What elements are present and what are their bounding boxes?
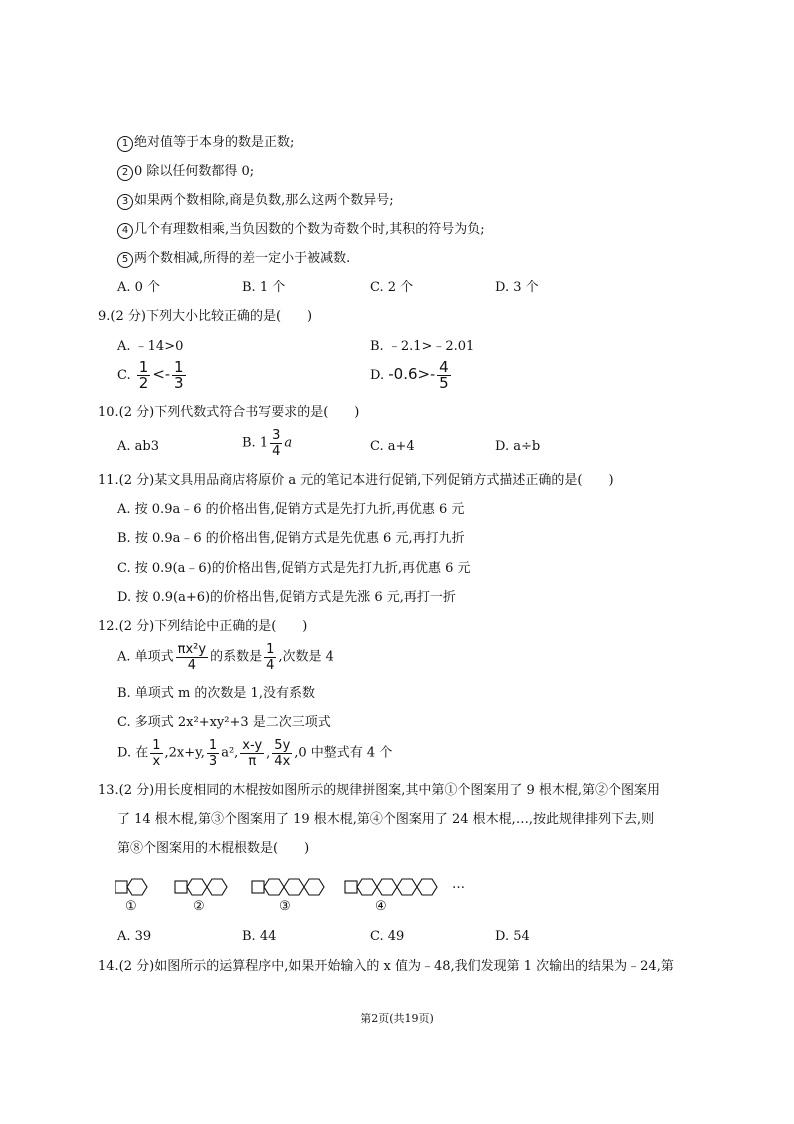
q12-stem: 12.(2 分)下列结论中正确的是( ) bbox=[98, 619, 308, 634]
pattern-4-shape bbox=[345, 879, 437, 895]
q13-option-a: A. 39 bbox=[117, 929, 152, 944]
circled-number: 4 bbox=[117, 223, 133, 239]
q8-option-d: D. 3 个 bbox=[495, 280, 539, 295]
q9-stem: 9.(2 分)下列大小比较正确的是( ) bbox=[98, 309, 313, 324]
q10-stem: 10.(2 分)下列代数式符合书写要求的是( ) bbox=[98, 405, 360, 420]
figure-label-3: ③ bbox=[279, 899, 291, 914]
q8-option-b: B. 1 个 bbox=[242, 280, 286, 295]
q9-option-c: C. $\frac{1}{2}$ <- $\frac{1}{3}$ bbox=[117, 358, 184, 392]
q13-line-2: 了 14 根木棍,第③个图案用了 19 根木棍,第④个图案用了 24 根木棍,…,按此规律排列下去,则 bbox=[117, 812, 655, 827]
circled-number: 5 bbox=[117, 252, 133, 268]
circled-number: 3 bbox=[117, 194, 133, 210]
q10-option-c: C. a+4 bbox=[370, 439, 415, 454]
q9-option-b: B. ﹣2.1>﹣2.01 bbox=[370, 339, 475, 354]
page-footer: 第2页(共19页) bbox=[360, 1012, 434, 1025]
stick-pattern-figure bbox=[115, 872, 475, 902]
figure-label-1: ① bbox=[125, 899, 137, 914]
pattern-2-shape bbox=[175, 879, 227, 895]
q11-option-b: B. 按 0.9a﹣6 的价格出售,促销方式是先优惠 6 元,再打九折 bbox=[117, 531, 465, 546]
figure-label-2: ② bbox=[193, 899, 205, 914]
q12-option-c: C. 多项式 2x²+xy²+3 是二次三项式 bbox=[117, 715, 331, 730]
q13-option-d: D. 54 bbox=[495, 929, 530, 944]
q12-option-a: A. 单项式 $\frac{\text{πx²y}}{4}$ 的系数是 $\frac{1}{4}$ ,次数是 4 bbox=[117, 642, 334, 673]
pattern-3-shape bbox=[252, 879, 324, 895]
q11-stem: 11.(2 分)某文具用品商店将原价 a 元的笔记本进行促销,下列促销方式描述正确的是( ) bbox=[98, 473, 614, 488]
figure-ellipsis: … bbox=[452, 877, 465, 892]
q13-line-1: 13.(2 分)用长度相同的木棍按如图所示的规律拼图案,其中第①个图案用了 9 根木棍,第②个图案用 bbox=[98, 783, 661, 798]
circled-number: 2 bbox=[117, 165, 133, 181]
q8-statement-2: 2 0 除以任何数都得 0; bbox=[117, 163, 254, 181]
q13-option-c: C. 49 bbox=[370, 929, 405, 944]
pattern-1-shape bbox=[115, 879, 147, 895]
circled-number: 1 bbox=[117, 136, 133, 152]
q8-statement-5: 5 两个数相减,所得的差一定小于被减数. bbox=[117, 250, 350, 268]
q13-option-b: B. 44 bbox=[242, 929, 277, 944]
q14-stem: 14.(2 分)如图所示的运算程序中,如果开始输入的 x 值为﹣48,我们发现第 1 次输出的结果为﹣24,第 bbox=[98, 959, 674, 974]
q12-option-d: D. 在 $\frac{1}{x}$ ,2x+y, $\frac{1}{3}$ a², $\frac{x-y}{\pi}$ , $\frac{5y}{4x}$ ,0 中整式有 4 个 bbox=[117, 738, 393, 769]
q8-option-a: A. 0 个 bbox=[117, 280, 161, 295]
q9-option-d: D. -0.6>- $\frac{4}{5}$ bbox=[370, 358, 449, 392]
q10-option-d: D. a÷b bbox=[495, 439, 541, 454]
q9-option-a: A. ﹣14>0 bbox=[117, 339, 184, 354]
q8-statement-3: 3 如果两个数相除,商是负数,那么这两个数异号; bbox=[117, 192, 394, 210]
q11-option-d: D. 按 0.9(a+6)的价格出售,促销方式是先涨 6 元,再打一折 bbox=[117, 590, 456, 605]
q8-option-c: C. 2 个 bbox=[370, 280, 414, 295]
q8-statement-4: 4 几个有理数相乘,当负因数的个数为奇数个时,其积的符号为负; bbox=[117, 221, 485, 239]
q10-option-a: A. ab3 bbox=[117, 439, 159, 454]
q11-option-c: C. 按 0.9(a﹣6)的价格出售,促销方式是先打九折,再优惠 6 元 bbox=[117, 561, 471, 576]
q10-option-b: B. 1 $\frac{3}{4}$ a bbox=[242, 428, 293, 459]
q8-statement-1: 1 绝对值等于本身的数是正数; bbox=[117, 134, 294, 152]
q13-line-3: 第⑧个图案用的木棍根数是( ) bbox=[117, 841, 310, 856]
q12-option-b: B. 单项式 m 的次数是 1,没有系数 bbox=[117, 686, 315, 701]
figure-label-4: ④ bbox=[375, 899, 387, 914]
q11-option-a: A. 按 0.9a﹣6 的价格出售,促销方式是先打九折,再优惠 6 元 bbox=[117, 502, 465, 517]
